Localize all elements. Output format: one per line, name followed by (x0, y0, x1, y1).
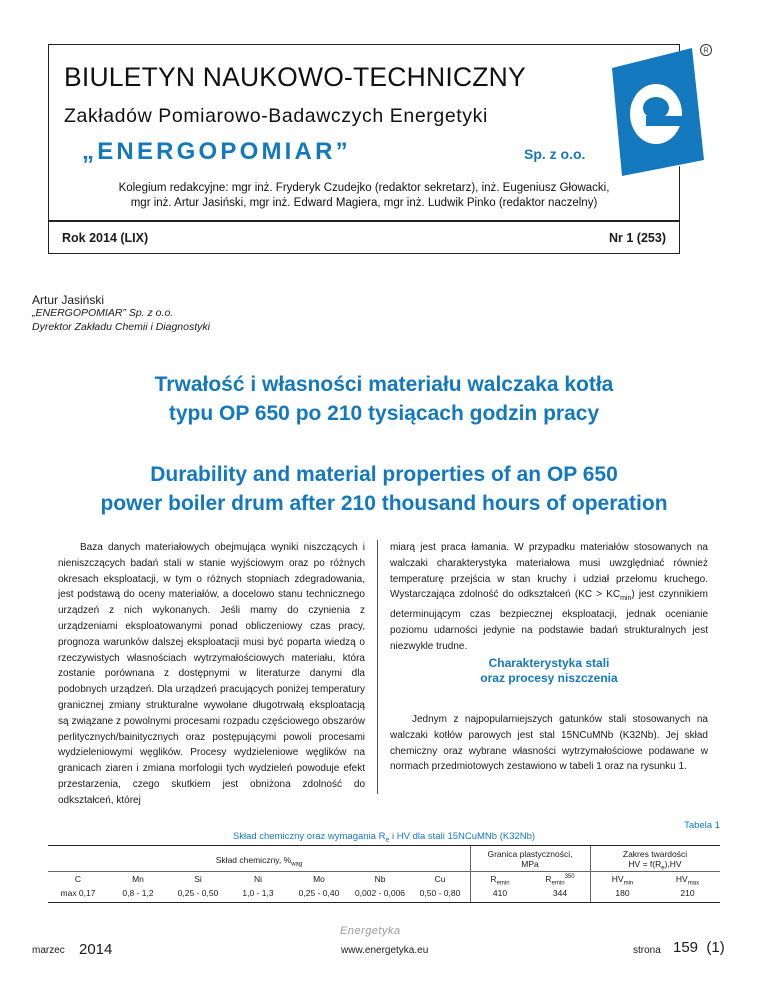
footer-page-label: strona (633, 945, 661, 956)
column-divider (377, 540, 378, 794)
table-header-cell: $R_{emin}$ (490, 874, 510, 887)
table-header-cell: Cu (434, 874, 446, 884)
year-label: Rok 2014 (LIX) (62, 231, 149, 245)
company-name: „ENERGOPOMIAR” (82, 138, 351, 165)
table-group-composition: Skład chemiczny, $\%_{wag}$ (215, 855, 303, 868)
footer-month: marzec (32, 945, 65, 956)
table-caption (48, 831, 720, 844)
composition-table (48, 845, 720, 903)
table-header-cell: Mn (132, 874, 144, 884)
table-header-cell: Si (194, 874, 202, 884)
title-en-line-2: power boiler drum after 210 thousand hours of operation (100, 492, 668, 515)
table-header-cell: Ni (253, 874, 263, 884)
section-heading (390, 656, 708, 686)
table-header-cell: $HV_{max}$ (675, 874, 700, 887)
table-header-cell: $R_{emin}^{350}$ (545, 874, 575, 887)
table-header-cell: C (74, 874, 82, 884)
table-label: Tabela 1 (684, 820, 720, 831)
table-group-hardness: Zakres twardości HV = $f(R_e),HV$ (622, 849, 688, 872)
bulletin-subtitle: Zakładów Pomiarowo-Badawczych Energetyki (64, 105, 488, 127)
para-text: miarą jest praca łamania. W przypadku materiałów stosowanych na walczaki charakterystyka materiałowa musi uwzględniać również temperaturę przejścia w stan kruchy i udział przełomu kruchego. Wystarczająca zdolność do odkształceń (KC > KC (390, 542, 708, 601)
table-header-cell: Mo (313, 874, 325, 884)
table-cell: 180 (615, 888, 630, 898)
energetyka-logo: Energetyka (340, 925, 401, 937)
author-position: Dyrektor Zakładu Chemii i Diagnostyki (32, 321, 210, 333)
caption-text: Skład chemiczny oraz wymagania R (232, 831, 386, 842)
editorial-board (56, 181, 672, 211)
editorial-line-2: mgr inż. Artur Jasiński, mgr inż. Edward Magiera, mgr inż. Ludwik Pinko (redaktor naczelny) (130, 197, 598, 209)
para-subscript: min (620, 595, 632, 603)
editorial-line-1: Kolegium redakcyjne: mgr inż. Fryderyk Czudejko (redaktor sekretarz), inż. Eugeniusz Głowacki, (118, 182, 610, 194)
table-header-cell: $HV_{min}$ (611, 874, 634, 887)
body-right-paragraph-1 (390, 540, 708, 655)
issue-number: Nr 1 (253) (609, 231, 666, 245)
caption-subscript: e (385, 836, 390, 844)
article-title-en (40, 460, 728, 518)
company-suffix: Sp. z o.o. (524, 146, 586, 162)
section-heading-line-2: oraz procesy niszczenia (480, 671, 618, 685)
title-pl-line-2: typu OP 650 po 210 tysiącach godzin pracy (168, 402, 600, 425)
title-pl-line-1: Trwałość i własności materiału walczaka kotła (154, 373, 614, 396)
footer-year: 2014 (79, 941, 113, 958)
bulletin-title: BIULETYN NAUKOWO-TECHNICZNY (64, 62, 526, 92)
table-cell: 0,50 - 0,80 (419, 888, 461, 898)
title-en-line-1: Durability and material properties of an OP 650 (150, 463, 618, 486)
footer-page-number: 159 (1) (673, 939, 725, 956)
table-cell: max 0,17 (60, 888, 96, 898)
body-right-paragraph-2: Jednym z najpopularniejszych gatunków stali stosowanych na walczaki kotłów parowych jest stal 15NCuMNb (K32Nb). Jej skład chemiczny oraz wybrane własności wytrzymałościowe podawane w normach przedmiotowych zestawiono w tabeli 1 oraz na rysunku 1. (390, 714, 708, 773)
table-cell: 0,25 - 0,40 (298, 888, 340, 898)
section-heading-line-1: Charakterystyka stali (488, 656, 610, 670)
caption-text-cont: i HV dla stali 15NCuMNb (K32Nb) (389, 831, 536, 842)
para-text-cont: ) jest czynnikiem determinującym czas bezpiecznej eksploatacji, jednak ocenianie poziomu udarności jedynie na podstawie badań strukturalnych jest niezwykle trudne. (390, 589, 708, 652)
header-divider (48, 220, 680, 222)
table-cell: 1,0 - 1,3 (242, 888, 274, 898)
table-cell: 0,25 - 0,50 (177, 888, 219, 898)
author-name: Artur Jasiński (32, 293, 105, 307)
table-header-cell: Nb (374, 874, 386, 884)
table-cell: 410 (492, 888, 508, 898)
body-left-column: Baza danych materiałowych obejmująca wyniki niszczących i nieniszczących badań stali w stanie wyjściowym oraz po różnych okresach eksploatacji, w tym o różnych stopniach zdegradowania, jest podstawą do oceny materiałów, a docelowo stanu technicznego urządzeń z nich wykonanych. Jeśli mamy do czynienia z urządzeniami eksploatowanymi ponad obliczeniowy czas pracy, prognoza warunków dalszej eksploatacji musi być poparta wiedzą o rzeczywistych własnościach wytrzymałościowych materiału, która zostanie porównana z dostępnymi w literaturze danymi dla podobnych urządzeń. Dla urządzeń pracujących poniżej temperatury granicznej zmiany strukturalne wywołane długotrwałą eksploatacją są związane z powolnymi procesami rozpadu częściowego obszarów perlitycznych/bainitycznych oraz postępującymi powoli procesami wydzieleniowymi węglików. Procesy wydzieleniowe węglików na granicach ziaren i zmiana morfologii tych wydzieleń powoduje efekt przestarzenia, czego skutkiem jest obniżona zdolność do odkształceń, której (58, 542, 365, 806)
table-cell: 0,002 - 0,006 (354, 888, 406, 898)
table-group-yield: Granica plastyczności, MPa (487, 849, 573, 869)
article-title-pl (40, 370, 728, 428)
author-affiliation: „ENERGOPOMIAR” Sp. z o.o. (32, 307, 174, 319)
table-cell: 210 (680, 888, 695, 898)
registered-mark: R (703, 47, 709, 55)
table-cell: 344 (552, 888, 568, 898)
footer-url[interactable]: www.energetyka.eu (341, 945, 429, 956)
table-cell: 0,8 - 1,2 (122, 888, 154, 898)
energopomiar-logo-icon (594, 42, 714, 182)
